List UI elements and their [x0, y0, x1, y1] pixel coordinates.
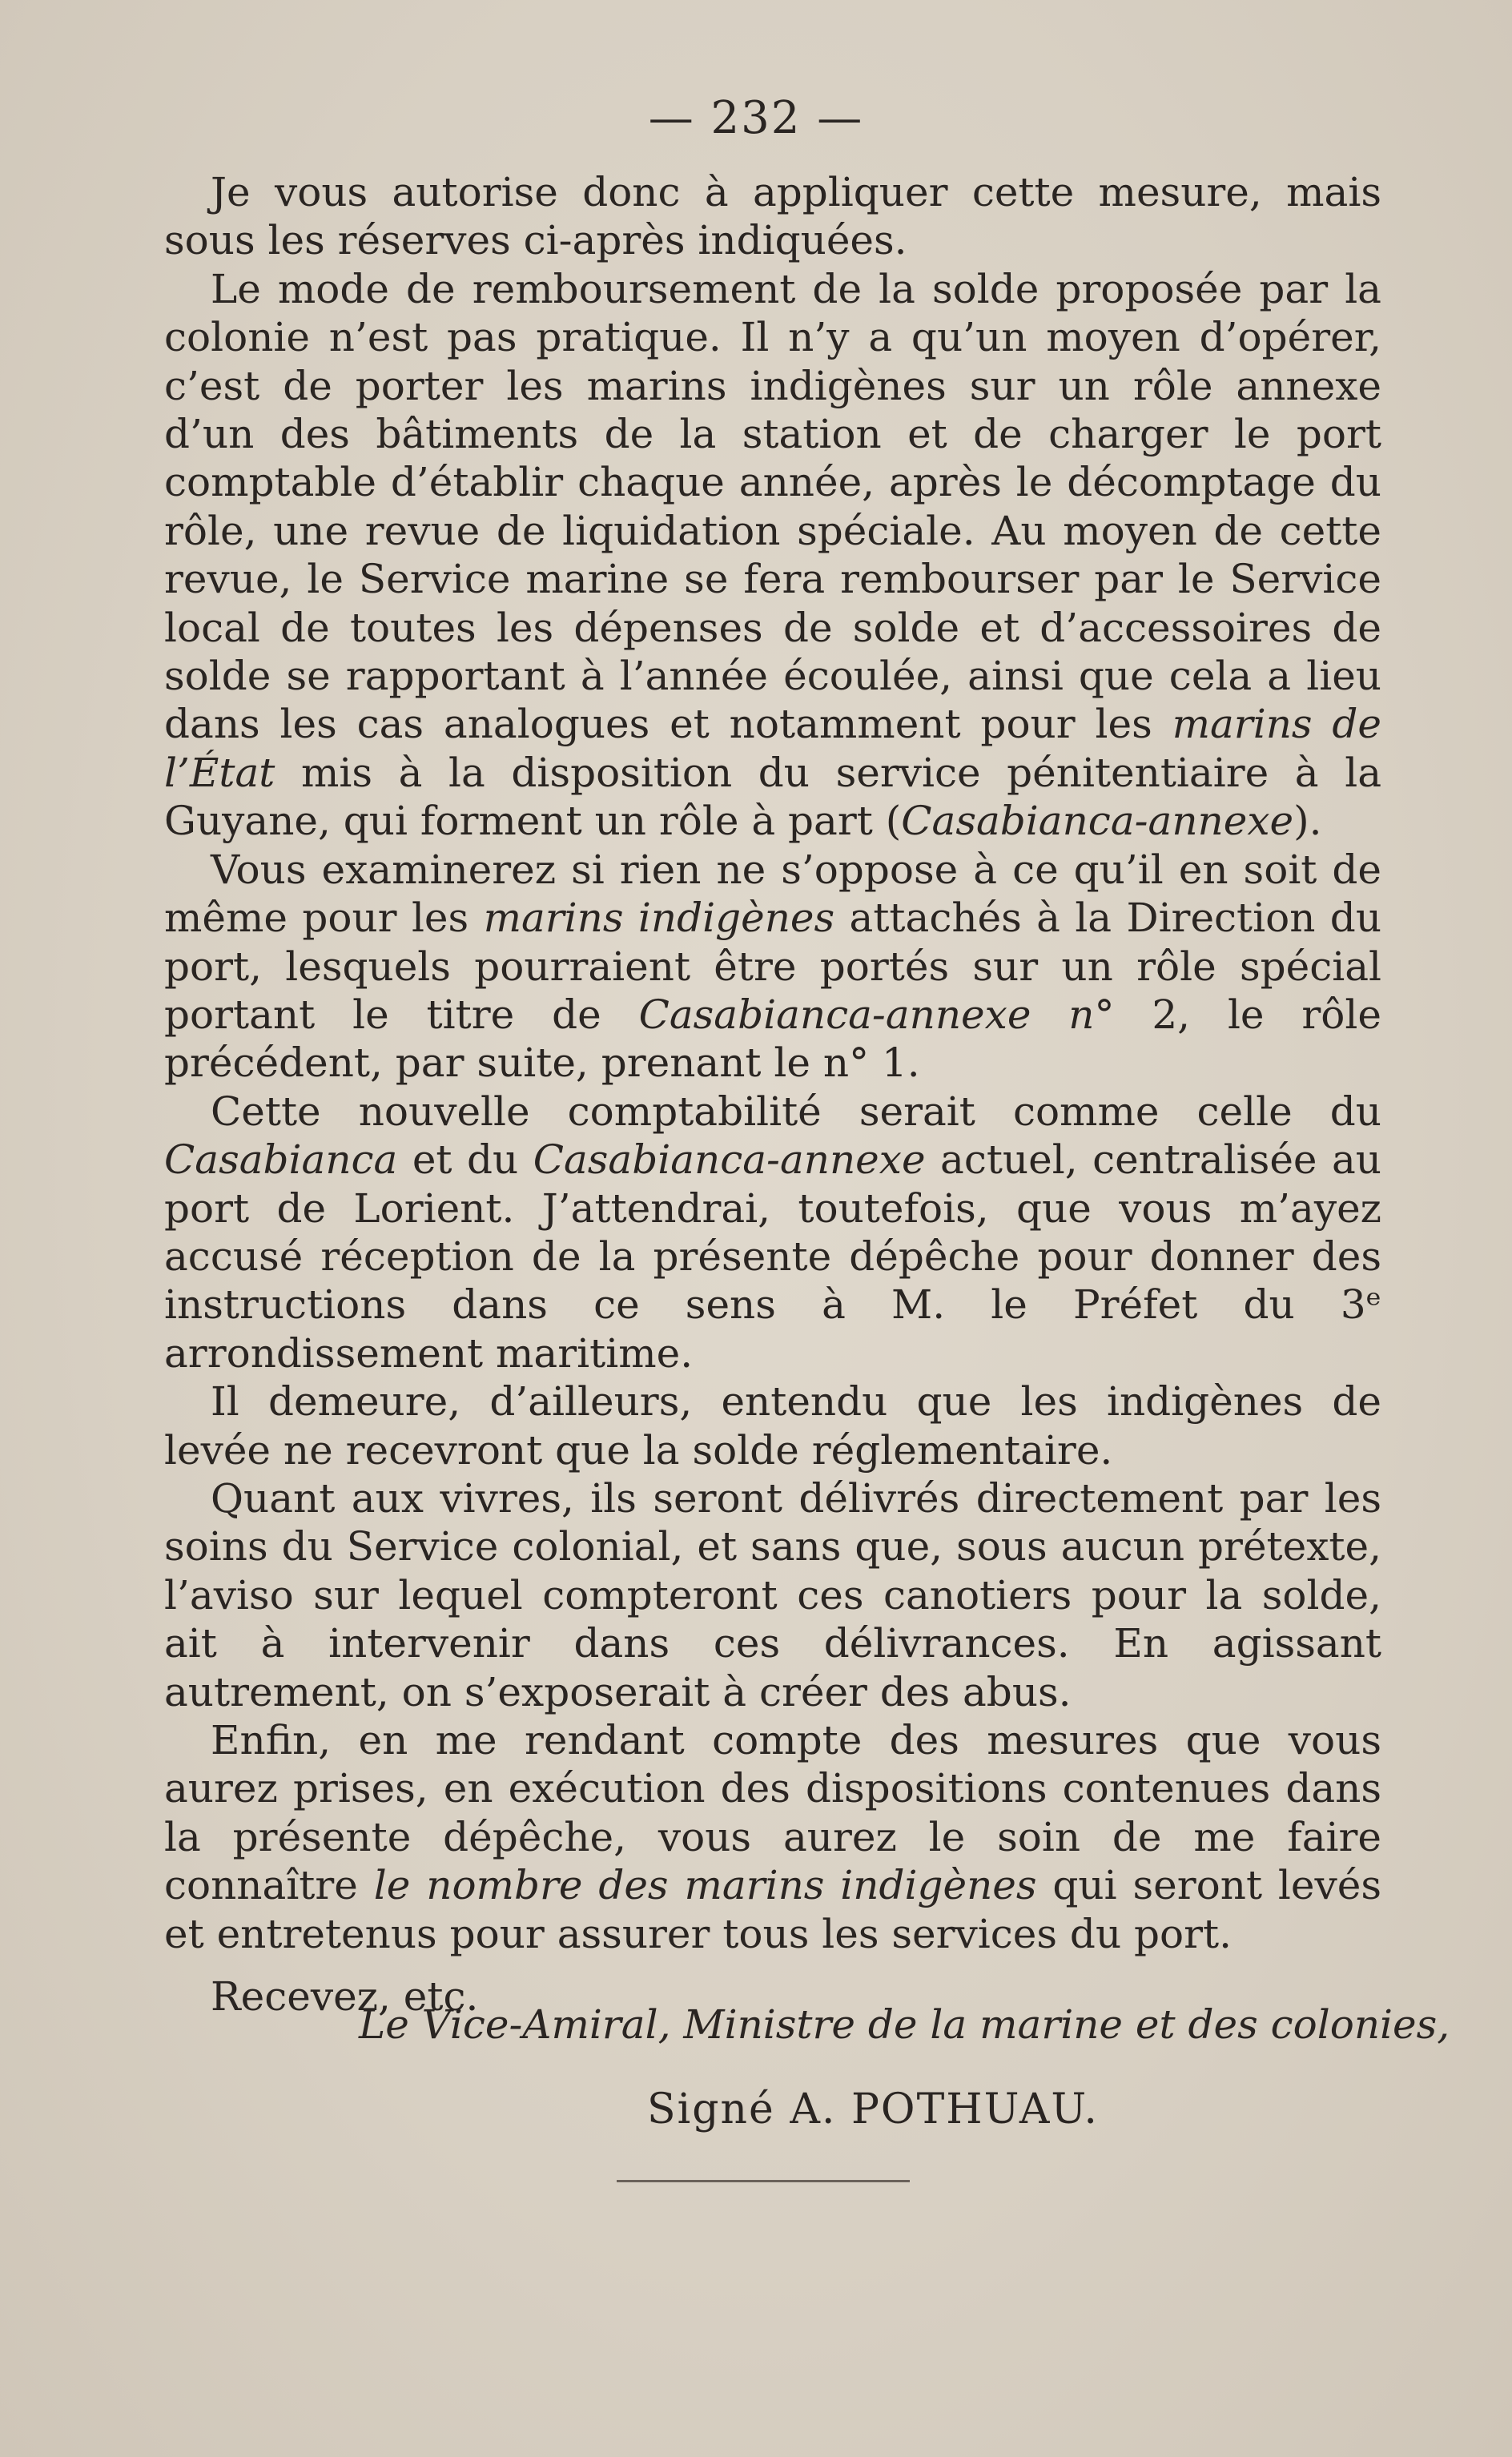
signature-name: Signé A. POTHUAU.: [647, 2085, 1099, 2133]
italic-text-run: le nombre des marins indigènes: [373, 1862, 1037, 1909]
text-run: qui seront levés et entretenus pour assurer tous les services du port.: [164, 1862, 1381, 1957]
text-run: Le mode de remboursement de la solde proposée par la colonie n’est pas pratique. Il n’y a qu’un moyen d’opérer, c’est de porter les marins indigènes sur un rôle annexe d’un des bâtiments de la station et de charger le port comptable d’établir chaque année, après le décomptage du rôle, une revue de liquidation spéciale. Au moyen de cette revue, le Service marine se fera rembourser par le Service local de toutes les dépenses de solde et d’accessoires de solde se rapportant à l’année écoulée, ainsi que cela a lieu dans les cas analogues et notamment pour les: [164, 265, 1381, 748]
text-run: 2, le rôle précédent, par suite, prenant le n° 1.: [164, 991, 1381, 1087]
italic-text-run: Casabianca: [164, 1136, 398, 1184]
text-run: Cette nouvelle comptabilité serait comme celle du: [211, 1088, 1381, 1135]
letter-body: [164, 168, 1381, 2021]
text-run: ).: [1293, 798, 1322, 845]
page-number: — 232 —: [648, 92, 864, 144]
italic-text-run: Casabianca-annexe: [901, 798, 1294, 845]
text-run: actuel, centralisée au port de Lorient. J’attendrai, toutefois, que vous m’ayez accusé réception de la présente dépêche pour donner des instructions dans ce sens à M. le Préfet du 3ᵉ arrondissement maritime.: [164, 1136, 1381, 1377]
text-run: attachés à la Direction du port, lesquels pourraient être portés sur un rôle spécial portant le titre de: [164, 895, 1382, 1038]
paragraph-3: [164, 846, 1381, 1088]
end-rule-divider: [617, 2180, 910, 2182]
paragraph-5: [164, 1377, 1381, 1474]
text-run: Il demeure, d’ailleurs, entendu que les indigènes de levée ne recevront que la solde réglementaire.: [164, 1378, 1381, 1474]
italic-text-run: Casabianca-annexe n°: [638, 991, 1115, 1038]
italic-text-run: Casabianca-annexe: [533, 1136, 926, 1184]
closing-line: Recevez, etc.: [211, 1973, 479, 2021]
text-run: Je vous autorise donc à appliquer cette mesure, mais sous les réserves ci-après indiquées.: [164, 169, 1381, 264]
italic-text-run: marins de l’État: [164, 701, 1381, 796]
paragraph-2: [164, 265, 1381, 846]
text-run: Vous examinerez si rien ne s’oppose à ce qu’il en soit de même pour les: [164, 846, 1381, 942]
paragraph-4: [164, 1088, 1381, 1377]
text-run: Enfin, en me rendant compte des mesures que vous aurez prises, en exécution des dispositions contenues dans la présente dépêche, vous aurez le soin de me faire connaître: [164, 1717, 1381, 1909]
text-run: et du: [397, 1136, 533, 1184]
italic-text-run: marins indigènes: [483, 895, 835, 942]
text-run: mis à la disposition du service pénitentiaire à la Guyane, qui forment un rôle à part (: [164, 749, 1381, 845]
paragraph-6: [164, 1474, 1381, 1716]
text-run: Quant aux vivres, ils seront délivrés directement par les soins du Service colonial, et sans que, sous aucun prétexte, l’aviso sur lequel compteront ces canotiers pour la solde, ait à intervenir dans ces délivrances. En agissant autrement, on s’exposerait à créer des abus.: [164, 1474, 1381, 1715]
signature-title: Le Vice-Amiral, Ministre de la marine et des colonies,: [359, 2001, 1450, 2048]
paragraph-1: [164, 168, 1381, 265]
paragraph-7: [164, 1716, 1381, 1958]
